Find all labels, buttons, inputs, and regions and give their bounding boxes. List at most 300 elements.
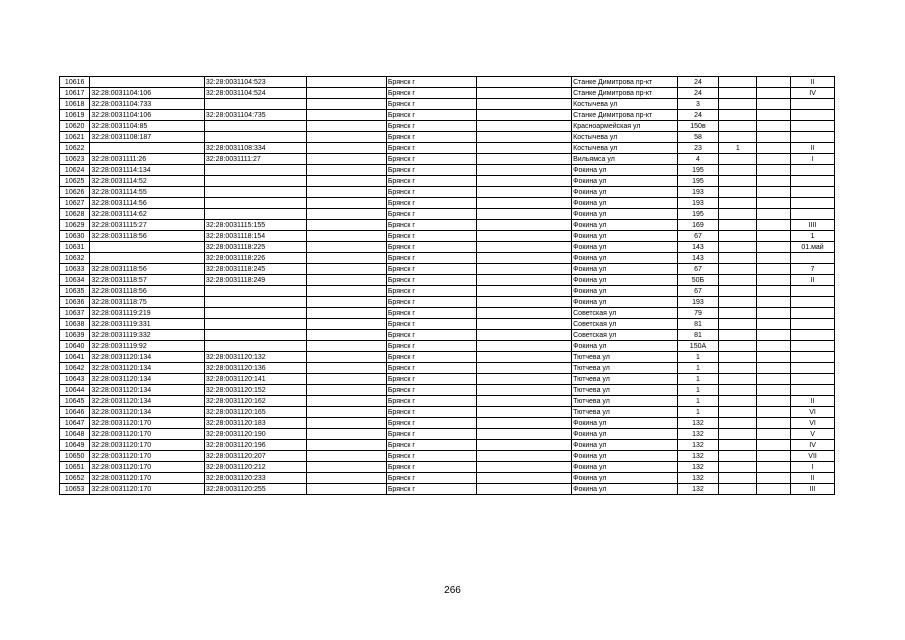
cell-street: Тютчева ул (572, 407, 678, 418)
cell-building (719, 396, 757, 407)
table-row (60, 99, 835, 110)
cell-apartment (757, 429, 791, 440)
cell-building (719, 341, 757, 352)
cell-cadastral-number-land: 32:28:0031119:92 (90, 341, 205, 352)
cell-empty-col-2 (476, 418, 571, 429)
cell-empty-col-2 (476, 231, 571, 242)
table-row (60, 132, 835, 143)
cell-cadastral-number-object: 32:28:0031120:132 (204, 352, 306, 363)
cell-row-number: 10635 (60, 286, 90, 297)
cell-building (719, 484, 757, 495)
cell-room: VI (791, 418, 835, 429)
table-row (60, 275, 835, 286)
cell-room (791, 330, 835, 341)
cell-room: VII (791, 451, 835, 462)
table-row (60, 297, 835, 308)
cell-apartment (757, 165, 791, 176)
cell-empty-col (307, 319, 387, 330)
cell-building (719, 297, 757, 308)
cell-cadastral-number-object: 32:28:0031111:27 (204, 154, 306, 165)
cell-house: 150в (677, 121, 719, 132)
cell-empty-col-2 (476, 363, 571, 374)
cell-building (719, 429, 757, 440)
cell-empty-col-2 (476, 187, 571, 198)
cell-row-number: 10629 (60, 220, 90, 231)
table-row (60, 473, 835, 484)
cell-row-number: 10637 (60, 308, 90, 319)
cell-building (719, 198, 757, 209)
cell-apartment (757, 396, 791, 407)
table-row (60, 264, 835, 275)
cell-city: Брянск г (386, 440, 476, 451)
cell-room: IV (791, 88, 835, 99)
cell-city: Брянск г (386, 473, 476, 484)
cell-apartment (757, 110, 791, 121)
cell-city: Брянск г (386, 462, 476, 473)
cell-street: Советская ул (572, 308, 678, 319)
cell-empty-col-2 (476, 209, 571, 220)
cell-cadastral-number-land: 32:28:0031104:85 (90, 121, 205, 132)
cell-room (791, 209, 835, 220)
cell-building (719, 220, 757, 231)
cell-row-number: 10617 (60, 88, 90, 99)
cell-empty-col-2 (476, 341, 571, 352)
cell-city: Брянск г (386, 286, 476, 297)
table-row (60, 429, 835, 440)
cell-empty-col-2 (476, 484, 571, 495)
cell-apartment (757, 319, 791, 330)
cell-house: 1 (677, 385, 719, 396)
cell-cadastral-number-land: 32:28:0031104:106 (90, 110, 205, 121)
cell-building (719, 286, 757, 297)
cell-building (719, 242, 757, 253)
cell-empty-col-2 (476, 77, 571, 88)
cell-empty-col-2 (476, 374, 571, 385)
cell-cadastral-number-object: 32:28:0031120:165 (204, 407, 306, 418)
cell-house: 195 (677, 176, 719, 187)
cell-house: 143 (677, 242, 719, 253)
cell-apartment (757, 275, 791, 286)
cell-cadastral-number-object (204, 198, 306, 209)
cell-building (719, 440, 757, 451)
table-row (60, 187, 835, 198)
table-row (60, 154, 835, 165)
cell-cadastral-number-land: 32:28:0031114:134 (90, 165, 205, 176)
cell-empty-col (307, 330, 387, 341)
cell-row-number: 10650 (60, 451, 90, 462)
cell-house: 132 (677, 451, 719, 462)
table-row (60, 462, 835, 473)
cell-empty-col-2 (476, 429, 571, 440)
cell-apartment (757, 99, 791, 110)
cell-city: Брянск г (386, 198, 476, 209)
cell-city: Брянск г (386, 165, 476, 176)
cell-apartment (757, 187, 791, 198)
cell-city: Брянск г (386, 418, 476, 429)
cell-cadastral-number-object (204, 308, 306, 319)
cell-street: Фокина ул (572, 231, 678, 242)
cell-street: Станке Димитрова пр-кт (572, 110, 678, 121)
cell-city: Брянск г (386, 396, 476, 407)
cell-room (791, 99, 835, 110)
cell-city: Брянск г (386, 209, 476, 220)
cell-house: 132 (677, 462, 719, 473)
cell-row-number: 10634 (60, 275, 90, 286)
cell-street: Фокина ул (572, 198, 678, 209)
cell-empty-col (307, 484, 387, 495)
cell-city: Брянск г (386, 253, 476, 264)
cell-apartment (757, 462, 791, 473)
cell-house: 193 (677, 187, 719, 198)
cell-empty-col (307, 231, 387, 242)
cell-building (719, 187, 757, 198)
cell-empty-col-2 (476, 110, 571, 121)
cell-street: Фокина ул (572, 484, 678, 495)
cell-street: Красноармейская ул (572, 121, 678, 132)
cell-apartment (757, 451, 791, 462)
cell-cadastral-number-land: 32:28:0031120:134 (90, 363, 205, 374)
cell-room: II (791, 77, 835, 88)
cell-cadastral-number-land: 32:28:0031111:26 (90, 154, 205, 165)
cell-cadastral-number-land: 32:28:0031114:55 (90, 187, 205, 198)
cell-building (719, 374, 757, 385)
cell-cadastral-number-land: 32:28:0031120:170 (90, 484, 205, 495)
cell-empty-col-2 (476, 396, 571, 407)
cell-room: IIII (791, 220, 835, 231)
cell-empty-col-2 (476, 165, 571, 176)
cell-empty-col-2 (476, 99, 571, 110)
cell-building (719, 363, 757, 374)
cell-row-number: 10651 (60, 462, 90, 473)
cell-empty-col (307, 176, 387, 187)
cell-row-number: 10638 (60, 319, 90, 330)
cell-building (719, 77, 757, 88)
cell-empty-col (307, 363, 387, 374)
cell-house: 193 (677, 198, 719, 209)
cell-room: I (791, 462, 835, 473)
cell-empty-col-2 (476, 451, 571, 462)
cell-room (791, 198, 835, 209)
cell-house: 24 (677, 88, 719, 99)
cell-empty-col (307, 451, 387, 462)
cell-house: 150А (677, 341, 719, 352)
cell-street: Тютчева ул (572, 396, 678, 407)
cell-empty-col-2 (476, 385, 571, 396)
cell-house: 1 (677, 407, 719, 418)
cell-street: Фокина ул (572, 253, 678, 264)
cell-cadastral-number-land: 32:28:0031114:52 (90, 176, 205, 187)
cell-apartment (757, 308, 791, 319)
cell-cadastral-number-land: 32:28:0031118:56 (90, 231, 205, 242)
cell-room: V (791, 429, 835, 440)
table-row (60, 198, 835, 209)
cell-row-number: 10645 (60, 396, 90, 407)
cell-street: Фокина ул (572, 286, 678, 297)
cell-cadastral-number-object (204, 132, 306, 143)
cell-empty-col-2 (476, 330, 571, 341)
cell-house: 1 (677, 374, 719, 385)
table-row (60, 484, 835, 495)
cell-cadastral-number-land: 32:28:0031119:332 (90, 330, 205, 341)
cell-cadastral-number-land (90, 77, 205, 88)
cell-house: 195 (677, 209, 719, 220)
cell-empty-col-2 (476, 176, 571, 187)
cell-cadastral-number-object: 32:28:0031120:255 (204, 484, 306, 495)
cell-building (719, 319, 757, 330)
cell-apartment (757, 242, 791, 253)
cell-row-number: 10625 (60, 176, 90, 187)
cell-room (791, 121, 835, 132)
cell-building (719, 132, 757, 143)
cell-cadastral-number-object: 32:28:0031118:225 (204, 242, 306, 253)
page-number: 266 (444, 585, 461, 596)
cell-street: Фокина ул (572, 462, 678, 473)
cell-row-number: 10621 (60, 132, 90, 143)
cell-city: Брянск г (386, 220, 476, 231)
cell-cadastral-number-land: 32:28:0031119:331 (90, 319, 205, 330)
cell-city: Брянск г (386, 88, 476, 99)
cell-empty-col (307, 209, 387, 220)
table-row (60, 308, 835, 319)
cell-building (719, 165, 757, 176)
cell-street: Фокина ул (572, 242, 678, 253)
cell-cadastral-number-object: 32:28:0031104:524 (204, 88, 306, 99)
cell-cadastral-number-object (204, 341, 306, 352)
cell-street: Фокина ул (572, 187, 678, 198)
cell-cadastral-number-land: 32:28:0031119:219 (90, 308, 205, 319)
cell-row-number: 10631 (60, 242, 90, 253)
cell-street: Фокина ул (572, 429, 678, 440)
cell-empty-col (307, 352, 387, 363)
cell-street: Тютчева ул (572, 374, 678, 385)
table-row (60, 407, 835, 418)
cell-building (719, 176, 757, 187)
cell-city: Брянск г (386, 363, 476, 374)
cell-row-number: 10623 (60, 154, 90, 165)
cell-street: Станке Димитрова пр-кт (572, 77, 678, 88)
cell-street: Фокина ул (572, 451, 678, 462)
cell-cadastral-number-land: 32:28:0031118:56 (90, 264, 205, 275)
cell-cadastral-number-object (204, 165, 306, 176)
cell-empty-col (307, 275, 387, 286)
cell-street: Фокина ул (572, 473, 678, 484)
cell-apartment (757, 132, 791, 143)
cell-cadastral-number-land: 32:28:0031120:134 (90, 374, 205, 385)
cell-empty-col-2 (476, 308, 571, 319)
cell-empty-col-2 (476, 264, 571, 275)
cell-empty-col (307, 99, 387, 110)
cell-empty-col-2 (476, 121, 571, 132)
cell-house: 4 (677, 154, 719, 165)
cell-room (791, 165, 835, 176)
cell-building (719, 110, 757, 121)
cell-house: 79 (677, 308, 719, 319)
cell-empty-col (307, 143, 387, 154)
cell-cadastral-number-object: 32:28:0031104:523 (204, 77, 306, 88)
cell-street: Тютчева ул (572, 363, 678, 374)
cell-empty-col-2 (476, 198, 571, 209)
cell-city: Брянск г (386, 187, 476, 198)
cell-street: Фокина ул (572, 440, 678, 451)
cell-empty-col-2 (476, 473, 571, 484)
cell-city: Брянск г (386, 451, 476, 462)
cell-apartment (757, 484, 791, 495)
table-row (60, 253, 835, 264)
table-row (60, 330, 835, 341)
cell-house: 195 (677, 165, 719, 176)
cell-apartment (757, 341, 791, 352)
table-row (60, 440, 835, 451)
cell-empty-col (307, 286, 387, 297)
cell-empty-col (307, 440, 387, 451)
cell-empty-col (307, 88, 387, 99)
cell-room (791, 308, 835, 319)
table-row (60, 341, 835, 352)
cell-building (719, 154, 757, 165)
cell-row-number: 10624 (60, 165, 90, 176)
cell-street: Тютчева ул (572, 352, 678, 363)
cell-empty-col (307, 132, 387, 143)
cell-city: Брянск г (386, 77, 476, 88)
table-row (60, 231, 835, 242)
cell-city: Брянск г (386, 341, 476, 352)
table-row (60, 396, 835, 407)
cell-room (791, 374, 835, 385)
cell-apartment (757, 286, 791, 297)
cell-apartment (757, 77, 791, 88)
cell-cadastral-number-land: 32:28:0031120:170 (90, 451, 205, 462)
cell-row-number: 10626 (60, 187, 90, 198)
cell-empty-col (307, 77, 387, 88)
cell-apartment (757, 440, 791, 451)
cell-street: Фокина ул (572, 297, 678, 308)
cell-apartment (757, 374, 791, 385)
cell-building (719, 473, 757, 484)
table-row (60, 77, 835, 88)
cell-cadastral-number-object: 32:28:0031118:226 (204, 253, 306, 264)
cell-empty-col (307, 297, 387, 308)
cell-building (719, 253, 757, 264)
cell-apartment (757, 385, 791, 396)
cell-building (719, 462, 757, 473)
table-row (60, 165, 835, 176)
cell-room (791, 341, 835, 352)
cell-empty-col (307, 154, 387, 165)
cell-cadastral-number-object (204, 209, 306, 220)
cell-empty-col (307, 407, 387, 418)
cell-room (791, 110, 835, 121)
cell-apartment (757, 220, 791, 231)
table-row (60, 286, 835, 297)
cell-city: Брянск г (386, 484, 476, 495)
cell-cadastral-number-object: 32:28:0031120:207 (204, 451, 306, 462)
cell-row-number: 10639 (60, 330, 90, 341)
table-row (60, 352, 835, 363)
cell-row-number: 10644 (60, 385, 90, 396)
cell-cadastral-number-object (204, 286, 306, 297)
cell-empty-col (307, 374, 387, 385)
cell-row-number: 10647 (60, 418, 90, 429)
cell-empty-col-2 (476, 407, 571, 418)
cell-city: Брянск г (386, 352, 476, 363)
cell-street: Советская ул (572, 330, 678, 341)
cell-empty-col-2 (476, 440, 571, 451)
cell-row-number: 10633 (60, 264, 90, 275)
cell-cadastral-number-object: 32:28:0031120:233 (204, 473, 306, 484)
cell-cadastral-number-object: 32:28:0031120:162 (204, 396, 306, 407)
cell-room (791, 363, 835, 374)
cell-cadastral-number-land: 32:28:0031120:170 (90, 418, 205, 429)
cell-empty-col-2 (476, 242, 571, 253)
cell-apartment (757, 253, 791, 264)
cell-empty-col (307, 121, 387, 132)
cell-room (791, 253, 835, 264)
cell-building (719, 451, 757, 462)
cell-row-number: 10620 (60, 121, 90, 132)
cell-cadastral-number-land: 32:28:0031120:134 (90, 396, 205, 407)
cell-house: 132 (677, 418, 719, 429)
cell-building (719, 88, 757, 99)
cell-cadastral-number-land (90, 143, 205, 154)
cell-cadastral-number-object: 32:28:0031115:155 (204, 220, 306, 231)
cell-city: Брянск г (386, 176, 476, 187)
table-row (60, 121, 835, 132)
cell-room (791, 385, 835, 396)
table-row (60, 385, 835, 396)
cell-house: 132 (677, 429, 719, 440)
cell-cadastral-number-object (204, 176, 306, 187)
table-row (60, 220, 835, 231)
cell-city: Брянск г (386, 275, 476, 286)
table-row (60, 110, 835, 121)
cell-apartment (757, 176, 791, 187)
cell-cadastral-number-object (204, 297, 306, 308)
cell-cadastral-number-land: 32:28:0031104:733 (90, 99, 205, 110)
cell-row-number: 10622 (60, 143, 90, 154)
cell-city: Брянск г (386, 264, 476, 275)
cell-house: 193 (677, 297, 719, 308)
cell-row-number: 10643 (60, 374, 90, 385)
cell-apartment (757, 297, 791, 308)
cell-house: 132 (677, 440, 719, 451)
cell-cadastral-number-land: 32:28:0031120:170 (90, 429, 205, 440)
cell-house: 67 (677, 286, 719, 297)
cell-cadastral-number-object (204, 99, 306, 110)
cell-house: 143 (677, 253, 719, 264)
cell-empty-col (307, 220, 387, 231)
cell-empty-col (307, 418, 387, 429)
cell-cadastral-number-object (204, 319, 306, 330)
cell-building (719, 264, 757, 275)
cell-building (719, 352, 757, 363)
cell-row-number: 10632 (60, 253, 90, 264)
table-row (60, 209, 835, 220)
cell-building: 1 (719, 143, 757, 154)
cell-row-number: 10628 (60, 209, 90, 220)
cell-city: Брянск г (386, 242, 476, 253)
cell-cadastral-number-object: 32:28:0031120:152 (204, 385, 306, 396)
cell-cadastral-number-object: 32:28:0031120:141 (204, 374, 306, 385)
cell-street: Вильямса ул (572, 154, 678, 165)
cell-room (791, 176, 835, 187)
cell-cadastral-number-land (90, 253, 205, 264)
cell-empty-col (307, 396, 387, 407)
table-row (60, 88, 835, 99)
cell-empty-col (307, 462, 387, 473)
cell-empty-col (307, 242, 387, 253)
cell-row-number: 10627 (60, 198, 90, 209)
cell-room: 01.май (791, 242, 835, 253)
